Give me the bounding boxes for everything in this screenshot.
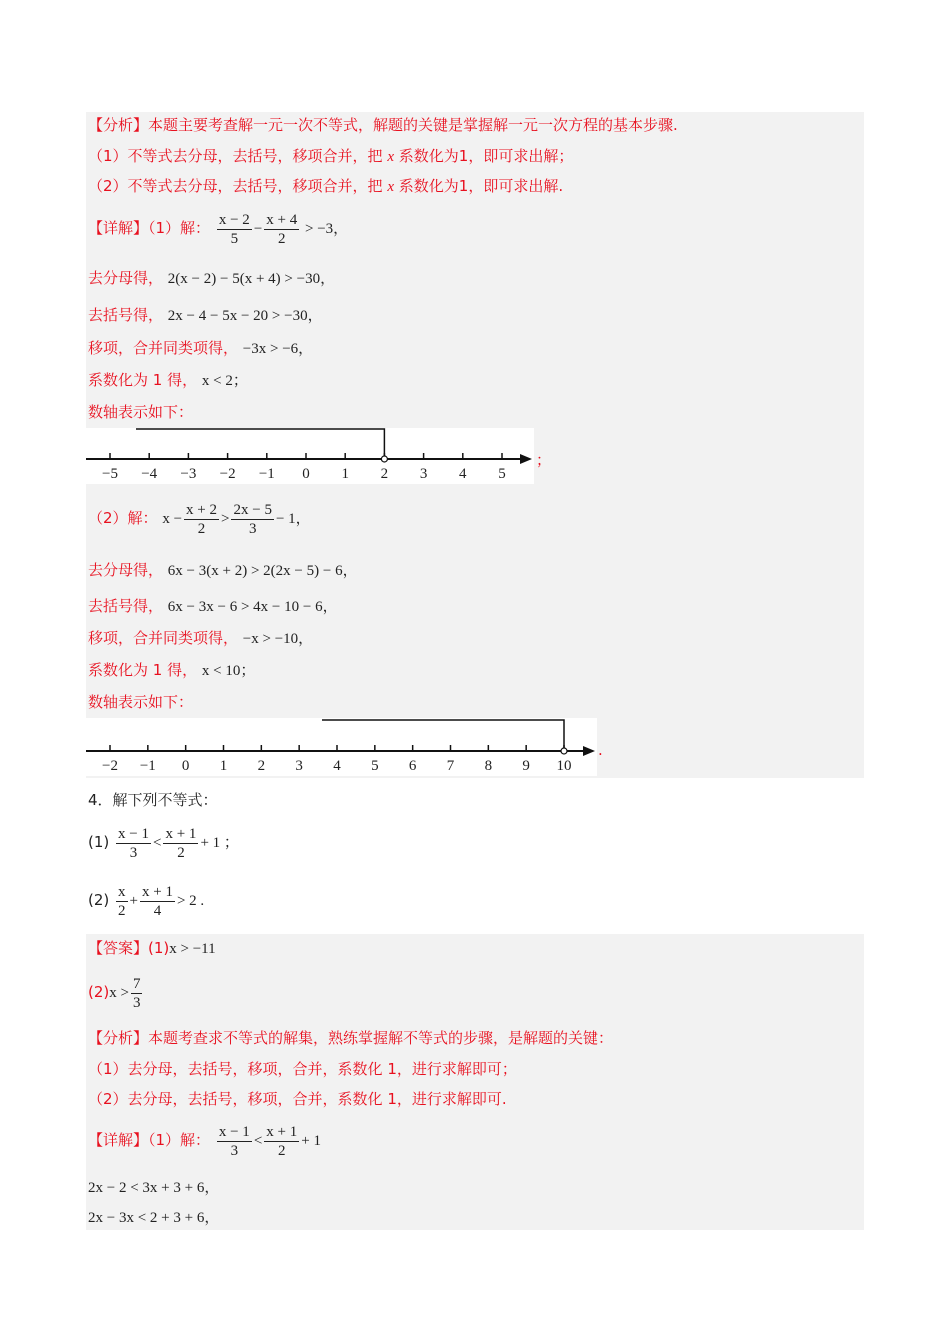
axis-tick-label: 4 (333, 758, 341, 774)
fraction (217, 1123, 252, 1160)
step-math: 2x − 4 − 5x − 20 > −30， (167, 308, 323, 324)
axis-tick-label: 5 (498, 466, 506, 482)
fraction-numerator: x − 1 (218, 1124, 250, 1141)
answer-tag: 【答案】 (88, 939, 149, 957)
analysis-step-2-text-b: 系数化为1，即可求出解. (398, 177, 564, 195)
axis-arrow (583, 746, 595, 756)
fraction-numerator: x + 2 (186, 502, 218, 519)
fraction-denominator: 3 (132, 995, 141, 1012)
fraction-denominator: 2 (197, 521, 206, 538)
fraction (163, 825, 198, 862)
fraction (131, 975, 143, 1012)
step-math: 6x − 3x − 6 > 4x − 10 − 6， (167, 599, 338, 615)
answer-label: (1) (148, 939, 170, 957)
detail2-equation (88, 1120, 321, 1161)
fraction-denominator: 3 (230, 1143, 239, 1160)
axis-tick-label: 4 (459, 466, 467, 482)
equation-rhs: > −3， (305, 221, 349, 237)
axis-tick-label: −2 (102, 758, 118, 774)
axis-tick-label: 7 (446, 758, 455, 774)
axis2-end-mark: . (598, 741, 603, 759)
equation-tail: + 1 ； (200, 835, 239, 851)
analysis2-step-2: （2）去分母，去括号，移项，合并，系数化 1，进行求解即可. (88, 1090, 507, 1108)
step-label: 去分母得， (88, 561, 164, 579)
analysis2-line (88, 1028, 613, 1048)
analysis-text: 本题考查求不等式的解集，熟练掌握解不等式的步骤，是解题的关键： (148, 1029, 614, 1047)
axis-tick-label: −1 (139, 758, 156, 774)
part2-step3 (88, 628, 313, 649)
step-math: x < 10； (201, 663, 256, 679)
detail-label: （1）解： (148, 1131, 211, 1149)
step-label: 系数化为 1 得， (88, 371, 198, 389)
fraction-numerator: x − 1 (118, 826, 149, 843)
analysis-step-1-text-b: 系数化为1，即可求出解； (398, 147, 574, 165)
question-4-part1 (88, 822, 239, 863)
analysis-step-2-text: （2）不等式去分母，去括号，移项合并，把 (88, 177, 383, 195)
axis-tick-label: 10 (556, 758, 572, 774)
step-math: 2(x − 2) − 5(x + 4) > −30， (167, 271, 336, 287)
analysis-step-2 (88, 176, 563, 197)
axis-tick-label: 6 (408, 758, 417, 774)
axis-tick-label: −3 (180, 466, 197, 482)
axis-tick-label: −4 (141, 466, 158, 482)
axis-arrow (520, 454, 532, 464)
fraction (140, 883, 175, 920)
part2-step1 (88, 560, 358, 581)
question-4-title: 4．解下列不等式： (88, 791, 218, 809)
part1-label: （1）解： (148, 219, 211, 237)
fraction-denominator: 2 (278, 1143, 286, 1160)
detail2-step1: 2x − 2 < 3x + 3 + 6， (88, 1180, 220, 1196)
part2-axis-label: 数轴表示如下： (88, 693, 194, 711)
fraction (264, 211, 299, 248)
part2-step4 (88, 660, 255, 681)
equation-tail: − 1， (275, 511, 311, 527)
equation-x: x − (162, 511, 183, 527)
operator: + (129, 893, 138, 909)
axis-tick-label: 9 (522, 758, 530, 774)
part1-step4 (88, 370, 248, 391)
number-line-2 (86, 718, 597, 776)
number-line-2-svg (86, 718, 597, 776)
equation-tail: > 2 . (176, 893, 205, 909)
analysis-tag: 【分析】 (88, 116, 149, 134)
detail2-step2: 2x − 3x < 2 + 3 + 6， (88, 1210, 220, 1226)
fraction-denominator: 4 (153, 903, 162, 920)
axis-tick-label: −1 (258, 466, 275, 482)
number-line-1-svg (86, 428, 534, 484)
analysis2-step-1: （1）去分母，去括号，移项，合并，系数化 1，进行求解即可； (88, 1060, 517, 1078)
analysis-text: 本题主要考查解一元一次不等式，解题的关键是掌握解一元一次方程的基本步骤. (148, 116, 678, 134)
step-math: −3x > −6， (242, 341, 314, 357)
answer-line-1 (88, 938, 216, 959)
part1-axis-label: 数轴表示如下： (88, 403, 194, 421)
fraction-denominator: 3 (129, 845, 138, 862)
question-part-label: (1) (88, 833, 110, 851)
answer-line-2 (88, 972, 144, 1013)
step-label: 去括号得， (88, 306, 164, 324)
question-4-part2 (88, 880, 204, 921)
fraction-numerator: x + 1 (266, 1124, 298, 1141)
fraction-numerator: x (118, 884, 126, 901)
answer-label: (2) (88, 983, 110, 1001)
fraction-numerator: 2x − 5 (233, 502, 272, 519)
operator: < (253, 1133, 263, 1149)
fraction-denominator: 3 (248, 521, 257, 538)
variable-x: x (387, 149, 394, 165)
axis-tick-label: 2 (380, 466, 389, 482)
detail-tag: 【详解】 (88, 1131, 149, 1149)
open-endpoint (561, 748, 567, 754)
axis-tick-label: 3 (295, 758, 303, 774)
axis-tick-label: 1 (219, 758, 228, 774)
analysis-line (88, 115, 678, 135)
axis-tick-label: 3 (419, 466, 428, 482)
fraction (184, 501, 219, 538)
detail-part1-equation (88, 208, 348, 249)
fraction (264, 1123, 299, 1160)
fraction (217, 211, 252, 248)
fraction-numerator: x − 2 (218, 212, 250, 229)
fraction-denominator: 2 (177, 845, 185, 862)
number-line-1 (86, 428, 534, 484)
operator: − (253, 221, 263, 237)
fraction (231, 501, 273, 538)
axis-tick-label: 1 (341, 466, 349, 482)
analysis-step-1-text: （1）不等式去分母，去括号，移项合并，把 (88, 147, 383, 165)
answer-math: x > (109, 985, 129, 1001)
step-label: 系数化为 1 得， (88, 661, 198, 679)
fraction-numerator: x + 4 (266, 212, 298, 229)
axis1-end-mark: ； (536, 451, 552, 469)
axis-tick-label: −5 (102, 466, 118, 482)
analysis-tag: 【分析】 (88, 1029, 149, 1047)
axis-tick-label: 8 (484, 758, 493, 774)
fraction-numerator: 7 (132, 976, 141, 993)
step-math: 6x − 3(x + 2) > 2(2x − 5) − 6， (167, 563, 358, 579)
fraction-denominator: 5 (230, 231, 239, 248)
fraction (116, 825, 151, 862)
step-label: 去分母得， (88, 269, 164, 287)
fraction-numerator: x + 1 (142, 884, 173, 901)
operator: < (153, 835, 162, 851)
part1-step1 (88, 268, 335, 289)
variable-x: x (387, 179, 394, 195)
operator: > (221, 511, 230, 527)
answer-math: x > −11 (169, 941, 216, 957)
fraction-numerator: x + 1 (165, 826, 197, 843)
fraction (116, 883, 128, 920)
part2-step2 (88, 596, 338, 617)
step-label: 移项，合并同类项得， (88, 339, 239, 357)
step-math: x < 2； (201, 373, 248, 389)
axis-tick-label: 2 (257, 758, 266, 774)
solution-ray (322, 720, 564, 748)
step-label: 移项，合并同类项得， (88, 629, 239, 647)
step-label: 去括号得， (88, 597, 164, 615)
part2-label: （2）解： (88, 509, 158, 527)
axis-tick-label: −2 (219, 466, 236, 482)
part1-step2 (88, 305, 323, 326)
detail-tag: 【详解】 (88, 219, 149, 237)
solution-ray (136, 429, 384, 456)
step-math: −x > −10， (242, 631, 314, 647)
detail-part2-equation (88, 498, 311, 539)
axis-tick-label: 5 (371, 758, 379, 774)
open-endpoint (381, 456, 387, 462)
analysis-step-1 (88, 146, 573, 167)
fraction-denominator: 2 (278, 231, 286, 248)
fraction-denominator: 2 (118, 903, 126, 920)
axis-tick-label: 0 (302, 466, 310, 482)
part1-step3 (88, 338, 313, 359)
equation-tail: + 1 (301, 1133, 321, 1149)
question-part-label: (2) (88, 891, 110, 909)
axis-tick-label: 0 (181, 758, 190, 774)
